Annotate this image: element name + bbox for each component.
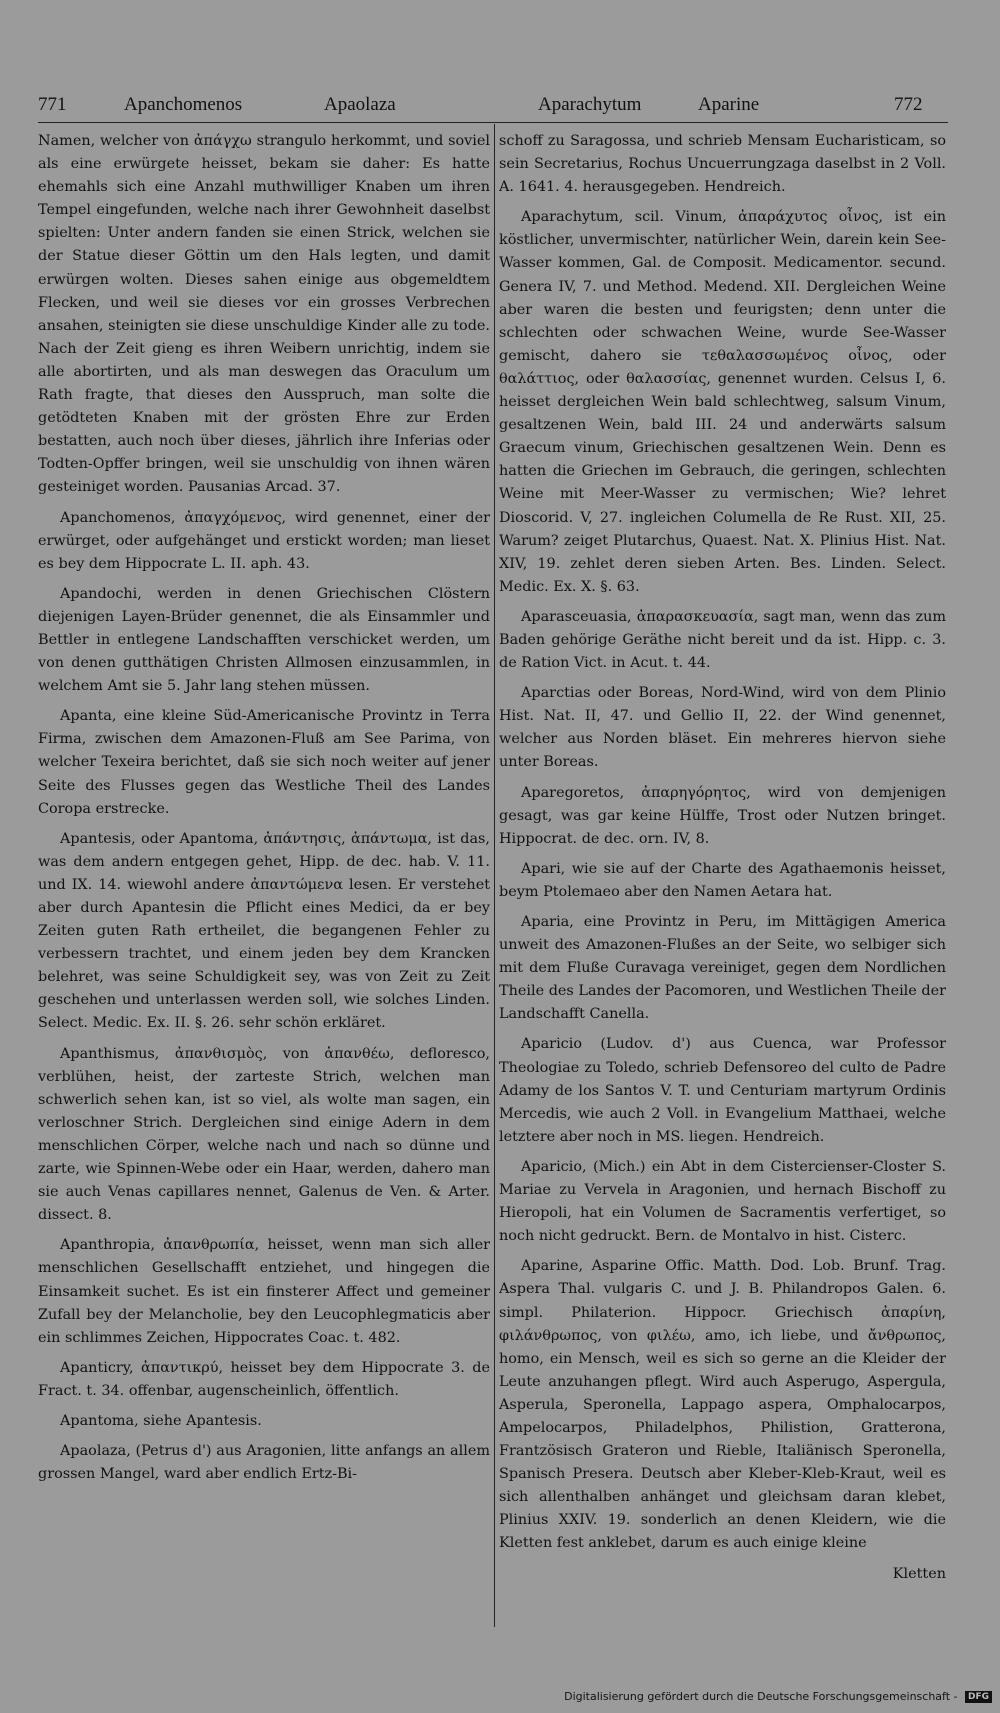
entry-paragraph: Apantesis, oder Apantoma, ἀπάντησις, ἀπάντωμα, ist das, was dem andern entgegen gehet, Hipp. de dec. hab. V. 11. und IX. 14. wiewohl andere ἀπαντώμενα lesen. Er verstehet aber durch Apantesin die Pflicht eines Medici, da er bey Zeiten guten Rath ertheilet, die begangenen Fehler zu verbessern trachtet, und einem jeden bey dem Krancken belehret, was seine Schuldigkeit sey, was von Zeit zu Zeit geschehen und unterlassen werden soll, wie solches Linden. Select. Medic. Ex. II. §. 26. sehr schön erkläret. [38, 830, 490, 1032]
page-number-right: 772 [894, 94, 923, 115]
entry-paragraph: Namen, welcher von ἀπάγχω strangulo herkommt, und soviel als eine erwürgete heisset, bekam sie daher: Es hatte ehemahls sich eine Anzahl muthwilliger Knaben um ihren Tempel eingefunden, welche nach ihrer Gewohnheit daselbst spielten: Unter andern fanden sie einen Strick, welchen sie der Statue dieser Göttin um den Hals legten, und damit erwürgen wolten. Dieses sahen einige aus obgemeldtem Flecken, und weil sie dieses vor ein grosses Verbrechen ansahen, steinigten sie diese unschuldige Kinder alle zu tode. Nach der Zeit gieng es ihren Weibern unrichtig, indem sie alle abortirten, und als man deswegen das Oraculum um Rath fragte, that dieses den Ausspruch, man solte die getödteten Knaben mit der grösten Ehre zur Erden bestatten, auch noch über dieses, jährlich ihre Inferias oder Todten-Opffer bringen, weil sie unschuldig von ihnen wären gesteiniget worden. Pausanias Arcad. 37. [38, 133, 490, 496]
entry-paragraph: Aparia, eine Provintz in Peru, im Mittägigen America unweit des Amazonen-Flußes an der Seite, wo selbiger sich mit dem Fluße Curavaga vereiniget, gegen dem Nordlichen Theile des Landes der Pacomoren, und Westlichen Theile der Landschafft Canella. [499, 914, 946, 1023]
entry-paragraph: Apanticry, ἀπαντικρύ, heisset bey dem Hippocrate 3. de Fract. t. 34. offenbar, augenscheinlich, öffentlich. [38, 1359, 490, 1399]
running-head [38, 86, 948, 123]
entry-paragraph: Aparachytum, scil. Vinum, ἀπαράχυτος οἶνος, ist ein köstlicher, unvermischter, natürlicher Wein, darein kein See-Wasser kommen, Gal. de Composit. Medicamentor. secund. Genera IV, 7. und Method. Medend. XII. Dergleichen Weine aber waren die besten und feurigsten; denn unter die schlechten oder schwachen Weine, wurde See-Wasser gemischt, dahero sie τεθαλασσωμένος οἶνος, oder θαλάττιος, oder θαλασσίας, genennet wurden. Celsus I, 6. heisset dergleichen Wein bald schlechtweg, salsum Vinum, gesaltzenen Wein, bald III. 24 und anderwärts salsum Graecum vinum, Griechischen gesaltzenen Wein. Denn es hatten die Griechen im Gebrauch, die geringen, schlechten Weine mit Meer-Wasser zu vermischen; Wie? lehret Dioscorid. V, 27. ingleichen Columella de Re Rust. XII, 25. Warum? zeiget Plutarchus, Quaest. Nat. X. Plinius Hist. Nat. XIV, 19. zehlet deren sieben Arten. Bes. Linden. Select. Medic. Ex. X. §. 63. [499, 209, 946, 595]
page-number-left: 771 [38, 94, 67, 115]
entry-paragraph: Aparicio (Ludov. d') aus Cuenca, war Professor Theologiae zu Toledo, schrieb Defensoreo del culto de Padre Adamy de los Santos V. T. und Centuriam martyrum Ordinis Mercedis, wie auch 2 Voll. in Evangelium Matthaei, welche letztere aber noch in MS. liegen. Hendreich. [499, 1036, 946, 1145]
funding-footer [560, 1690, 992, 1706]
entry-paragraph: Apantoma, siehe Apantesis. [60, 1412, 262, 1429]
column-rule [494, 124, 495, 1627]
left-column [38, 130, 490, 1635]
entry-paragraph: Apandochi, werden in denen Griechischen Clöstern diejenigen Layen-Brüder genennet, die als Einsammler und Bettler in entlegene Landschafften verschicket werden, um von denen gutthätigen Christen Allmosen einzusammlen, in welchem Amt sie 5. Jahr lang stehen müssen. [38, 585, 490, 695]
entry-paragraph: Apanta, eine kleine Süd-Americanische Provintz in Terra Firma, zwischen dem Amazonen-Fluß am See Parima, von welcher Texeira berichtet, daß sie sich noch weiter auf jener Seite des Flusses gegen das Westliche Theil des Landes Coropa erstrecke. [38, 708, 490, 817]
dfg-logo: DFG [965, 1691, 992, 1703]
footer-text: Digitalisierung gefördert durch die Deutsche Forschungsgemeinschaft - [564, 1690, 958, 1703]
entry-paragraph: Aparegoretos, ἀπαρηγόρητος, wird von demjenigen gesagt, was gar keine Hülffe, Trost oder Nutzen bringet. Hippocrat. de dec. orn. IV, 8. [499, 784, 946, 847]
entry-paragraph: Aparine, Asparine Offic. Matth. Dod. Lob. Brunf. Trag. Aspera Thal. vulgaris C. und J. B. Philandropos Galen. 6. simpl. Philaterion. Hippocr. Griechisch ἀπαρίνη, φιλάνθρωπος, von φιλέω, amo, ich liebe, und ἄνθρωπος, homo, ein Mensch, weil es sich so gerne an die Kleider der Leute anzuhangen pflegt. Wird auch Asperugo, Aspergula, Asperula, Speronella, Lappago aspera, Omphalocarpos, Ampelocarpos, Philadelphos, Philistion, Gratterona, Frantzösisch Grateron und Rieble, Italiänisch Speronella, Spanisch Presera. Deutsch aber Kleber-Kleb-Kraut, weil es sich allenthalben anhänget und gleichsam daran klebet, Plinius XXIV. 19. sonderlich an denen Kleidern, wie die Kletten fest anklebet, darum es auch einige kleine [499, 1258, 946, 1552]
entry-paragraph: Aparasceuasia, ἀπαρασκευασία, sagt man, wenn das zum Baden gehörige Geräthe nicht bereit und da ist. Hipp. c. 3. de Ration Vict. in Acut. t. 44. [499, 608, 946, 672]
entry-paragraph: Apanchomenos, ἀπαγχόμενος, wird genennet, einer der erwürget, oder aufgehänget und erstickt worden; man lieset es bey dem Hippocrate L. II. aph. 43. [38, 509, 490, 572]
entry-paragraph: schoff zu Saragossa, und schrieb Mensam Eucharisticam, so sein Secretarius, Rochus Uncuerrungzaga daselbst in 2 Voll. A. 1641. 4. herausgegeben. Hendreich. [499, 133, 946, 196]
entry-paragraph: Apanthropia, ἀπανθρωπία, heisset, wenn man sich aller menschlichen Gesellschafft entziehet, und hingegen die Einsamkeit suchet. Es ist ein finsterer Affect und gemeiner Zufall bey der Melancholie, bey den Leucophlegmaticis aber ein schlimmes Zeichen, Hippocrates Coac. t. 482. [38, 1237, 490, 1346]
entry-paragraph: Aparicio, (Mich.) ein Abt in dem Cistercienser-Closter S. Mariae zu Vervela in Aragonien, und hernach Bischoff zu Hieropoli, hat ein Volumen de Sacramentis verfertiget, so noch nicht gedruckt. Bern. de Montalvo in hist. Cisterc. [499, 1158, 946, 1245]
headword-third: Aparachytum [538, 94, 642, 115]
headword-fourth: Aparine [698, 94, 760, 115]
catchword: Kletten [892, 1565, 946, 1582]
headword-first: Apanchomenos [124, 94, 243, 115]
entry-paragraph: Apaolaza, (Petrus d') aus Aragonien, litte anfangs an allem grossen Mangel, ward aber endlich Ertz-Bi- [38, 1443, 490, 1483]
entry-paragraph: Aparctias oder Boreas, Nord-Wind, wird von dem Plinio Hist. Nat. II, 47. und Gellio II, 22. der Wind genennet, welcher aus Norden bläset. Ein mehreres hiervon siehe unter Boreas. [499, 685, 946, 771]
entry-paragraph: Apanthismus, ἀπανθισμὸς, von ἀπανθέω, defloresco, verblühen, heist, der zarteste Strich, welchen man schwerlich sehen kan, ist so viel, als wolte man sagen, ein verloschner Strich. Dergleichen sind einige Adern in dem menschlichen Cörper, welche nach und nach so dünne und zarte, wie Spinnen-Webe oder ein Haar, werden, dahero man sie auch Venas capillares nennet, Galenus de Ven. & Arter. dissect. 8. [38, 1045, 490, 1224]
entry-paragraph: Apari, wie sie auf der Charte des Agathaemonis heisset, beym Ptolemaeo aber den Namen Aetara hat. [499, 860, 946, 900]
headword-second: Apaolaza [324, 94, 396, 115]
right-column [499, 130, 946, 1635]
